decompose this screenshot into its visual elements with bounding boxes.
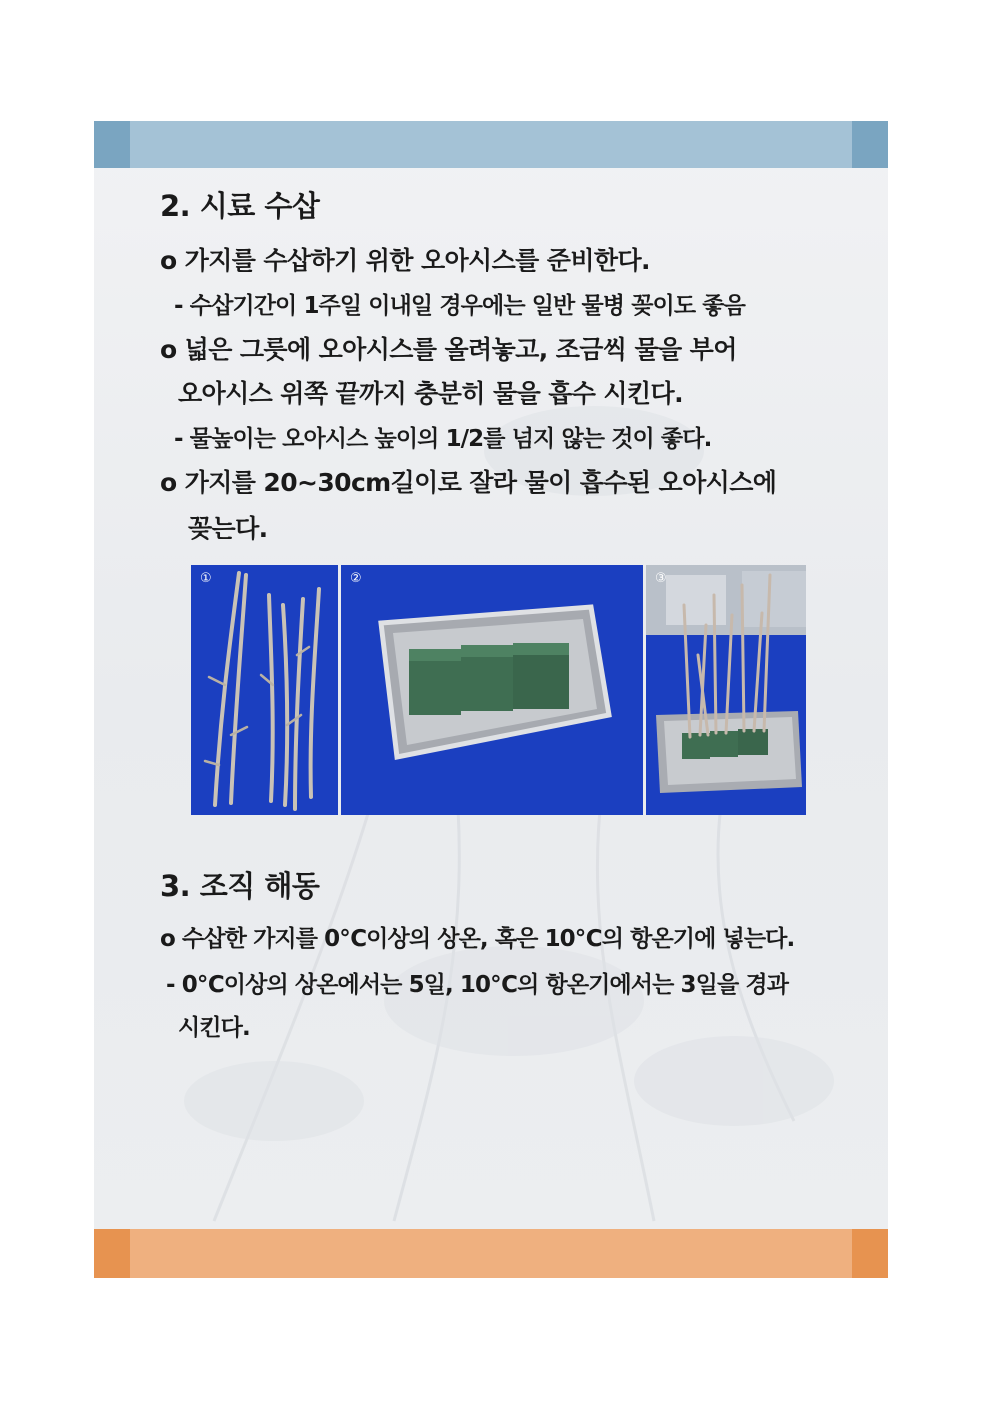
bottom-band-right-cap [852, 1229, 888, 1278]
section-3-sub-1: - 0℃이상의 상온에서는 5일, 10℃의 항온기에서는 3일을 경과 [166, 972, 789, 998]
section-2-title: 2. 시료 수삽 [160, 189, 320, 223]
section-3-sub-1-cont: 시킨다. [178, 1015, 250, 1041]
bottom-band-left-cap [94, 1229, 130, 1278]
photo-inserted-branches [646, 565, 806, 815]
section-3-title: 3. 조직 해동 [160, 869, 320, 903]
section-2-bullet-2: o 넓은 그릇에 오아시스를 올려놓고, 조금씩 물을 부어 [160, 335, 737, 364]
slide [94, 121, 888, 1278]
slide-content [94, 121, 888, 1278]
photo-strip [191, 565, 806, 815]
photo-oasis-tray [341, 565, 643, 815]
section-2-bullet-3: o 가지를 20~30cm길이로 잘라 물이 흡수된 오아시스에 [160, 468, 777, 497]
section-2-sub-1: - 수삽기간이 1주일 이내일 경우에는 일반 물병 꽂이도 좋음 [174, 293, 745, 319]
photo-1-number: ① [200, 571, 212, 586]
bottom-footer-band [94, 1229, 888, 1278]
section-2-bullet-2-cont: 오아시스 위쪽 끝까지 충분히 물을 흡수 시킨다. [178, 379, 683, 408]
section-2-bullet-3-cont: 꽂는다. [188, 514, 268, 543]
photo-3-number: ③ [655, 571, 667, 586]
photo-branches [191, 565, 338, 815]
section-2-bullet-1: o 가지를 수삽하기 위한 오아시스를 준비한다. [160, 246, 650, 275]
photo-2-number: ② [350, 571, 362, 586]
section-2-sub-2: - 물높이는 오아시스 높이의 1/2를 넘지 않는 것이 좋다. [174, 426, 712, 452]
section-3-bullet-1: o 수삽한 가지를 0℃이상의 상온, 혹은 10℃의 항온기에 넣는다. [160, 926, 795, 952]
